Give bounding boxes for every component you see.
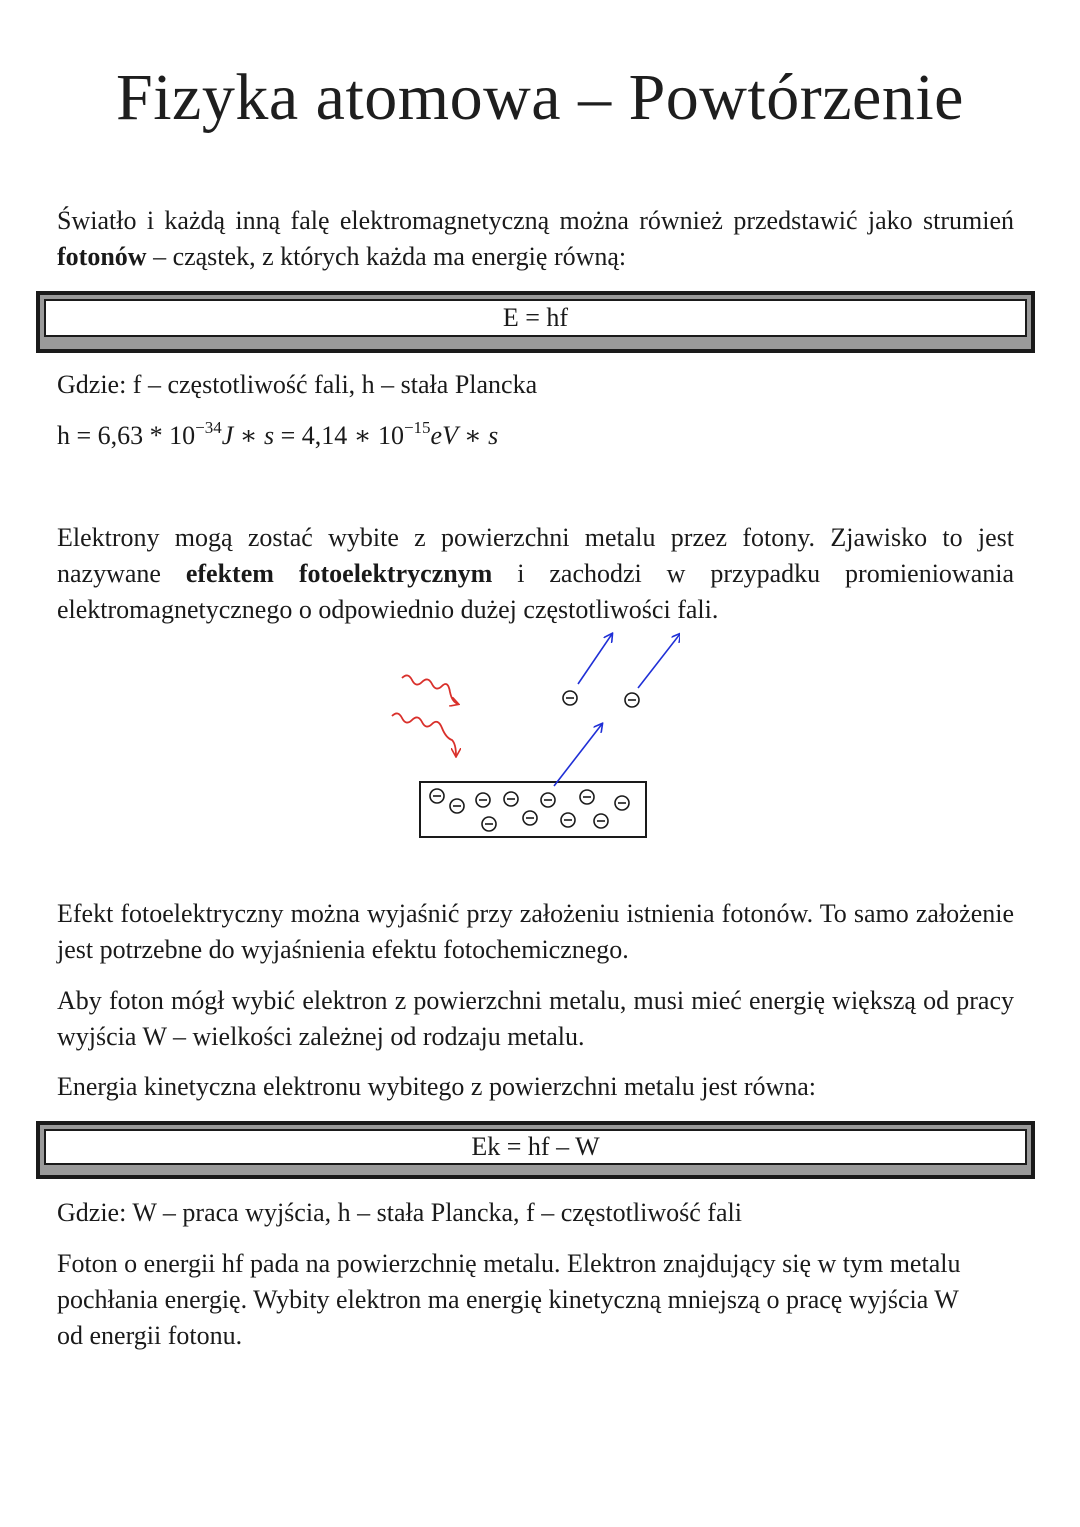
electron-path-3 (638, 634, 680, 688)
photo-text-2: i zachodzi w przypadku promieniowania elektromagnetycznego o odpowiednio dużej częstotliwości fali. (57, 559, 1014, 624)
metal-electron (482, 817, 496, 831)
photoelectric-paragraph (57, 520, 1014, 628)
photon-wave-2 (392, 713, 456, 756)
photon-wave-1 (402, 675, 458, 704)
free-electron (563, 691, 577, 705)
metal-electron (580, 790, 594, 804)
formula-box-kinetic (36, 1121, 1035, 1179)
planck-exponent-1: −34 (195, 418, 222, 437)
metal-electron (541, 793, 555, 807)
metal-electron (561, 813, 575, 827)
metal-electron (615, 796, 629, 810)
free-electron (625, 693, 639, 707)
formula-kinetic: Ek = hf – W (44, 1129, 1027, 1165)
planck-unit-2: eV ∗ s (430, 421, 499, 450)
intro-text-1: Światło i każdą inną falę elektromagnetyczną można również przedstawić jako strumień (57, 206, 1014, 235)
planck-part-a: h = 6,63 * 10 (57, 421, 196, 450)
metal-electron (504, 792, 518, 806)
photoelectric-diagram (380, 628, 680, 843)
metal-electron (450, 799, 464, 813)
planck-part-b: = 4,14 ∗ 10 (274, 421, 404, 450)
metal-electron (594, 814, 608, 828)
intro-paragraph (57, 203, 1014, 275)
work-function-paragraph: Aby foton mógł wybić elektron z powierzchni metalu, musi mieć energię większą od pracy wyjścia W – wielkości zależnej od rodzaju metalu. (57, 986, 1014, 1051)
formula-box-energy (36, 291, 1035, 353)
metal-electron (430, 789, 444, 803)
planck-exponent-2: −15 (403, 418, 431, 437)
explanation-paragraph: Efekt fotoelektryczny można wyjaśnić przy założeniu istnienia fotonów. To samo założenie jest potrzebne do wyjaśnienia efektu fotochemicznego. (57, 899, 1014, 964)
electron-path-1 (554, 724, 602, 786)
summary-paragraph: Foton o energii hf pada na powierzchnię metalu. Elektron znajdujący się w tym metalu pochłania energię. Wybity elektron ma energię kinetyczną mniejszą o pracę wyjścia W od energii fotonu. (57, 1249, 961, 1350)
electron-path-2 (578, 634, 612, 684)
intro-text-2: – cząstek, z których każda ma energię równą: (146, 242, 627, 271)
metal-electron (476, 793, 490, 807)
formula-energy: E = hf (44, 299, 1027, 337)
where-definitions-1: Gdzie: f – częstotliwość fali, h – stała Plancka (57, 370, 538, 399)
photo-text-1: Elektrony mogą zostać wybite z powierzchni metalu przez fotony. Zjawisko to jest nazywane (57, 523, 1014, 588)
where-definitions-2: Gdzie: W – praca wyjścia, h – stała Plancka, f – częstotliwość fali (57, 1198, 742, 1227)
page-title: Fizyka atomowa – Powtórzenie (116, 61, 964, 134)
kinetic-energy-intro: Energia kinetyczna elektronu wybitego z powierzchni metalu jest równa: (57, 1072, 817, 1101)
metal-electron (523, 811, 537, 825)
planck-unit-1: J ∗ s (221, 421, 275, 450)
planck-constant-formula (57, 418, 498, 454)
photo-bold-term: efektem fotoelektrycznym (185, 559, 493, 588)
intro-bold-fotonow: fotonów (57, 242, 147, 271)
